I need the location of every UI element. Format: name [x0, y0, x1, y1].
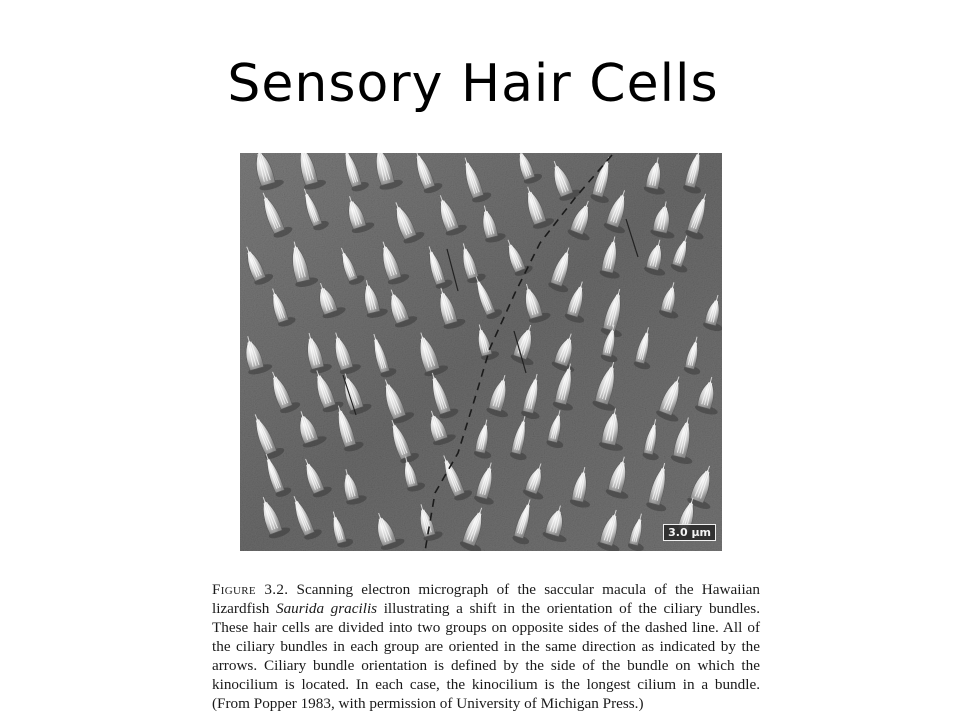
electron-micrograph	[240, 153, 722, 551]
figure-caption	[212, 580, 760, 713]
caption-text-1: Scanning electron micrograph of the saccular macula of the Hawaiian lizardfish	[212, 581, 760, 618]
caption-text-2: illustrating a shift in the orientation of the ciliary bundles. These hair cells are divided into two groups on opposite sides of the dashed line. All of the ciliary bundles in each group are oriented in the same direction as indicated by the arrows. Ciliary bundle orientation is defined by the side of the bundle on which the kinocilium is located. In each case, the kinocilium is the longest cilium in a bundle. (From Popper 1983, with permission of University of Michigan Press.)	[212, 600, 760, 713]
micrograph-image	[240, 153, 722, 551]
slide-title: Sensory Hair Cells	[227, 54, 719, 114]
scale-bar-label: 3.0 µm	[663, 524, 716, 541]
species-name: Saurida gracilis	[275, 600, 378, 618]
figure-number: Figure 3.2.	[212, 581, 289, 599]
